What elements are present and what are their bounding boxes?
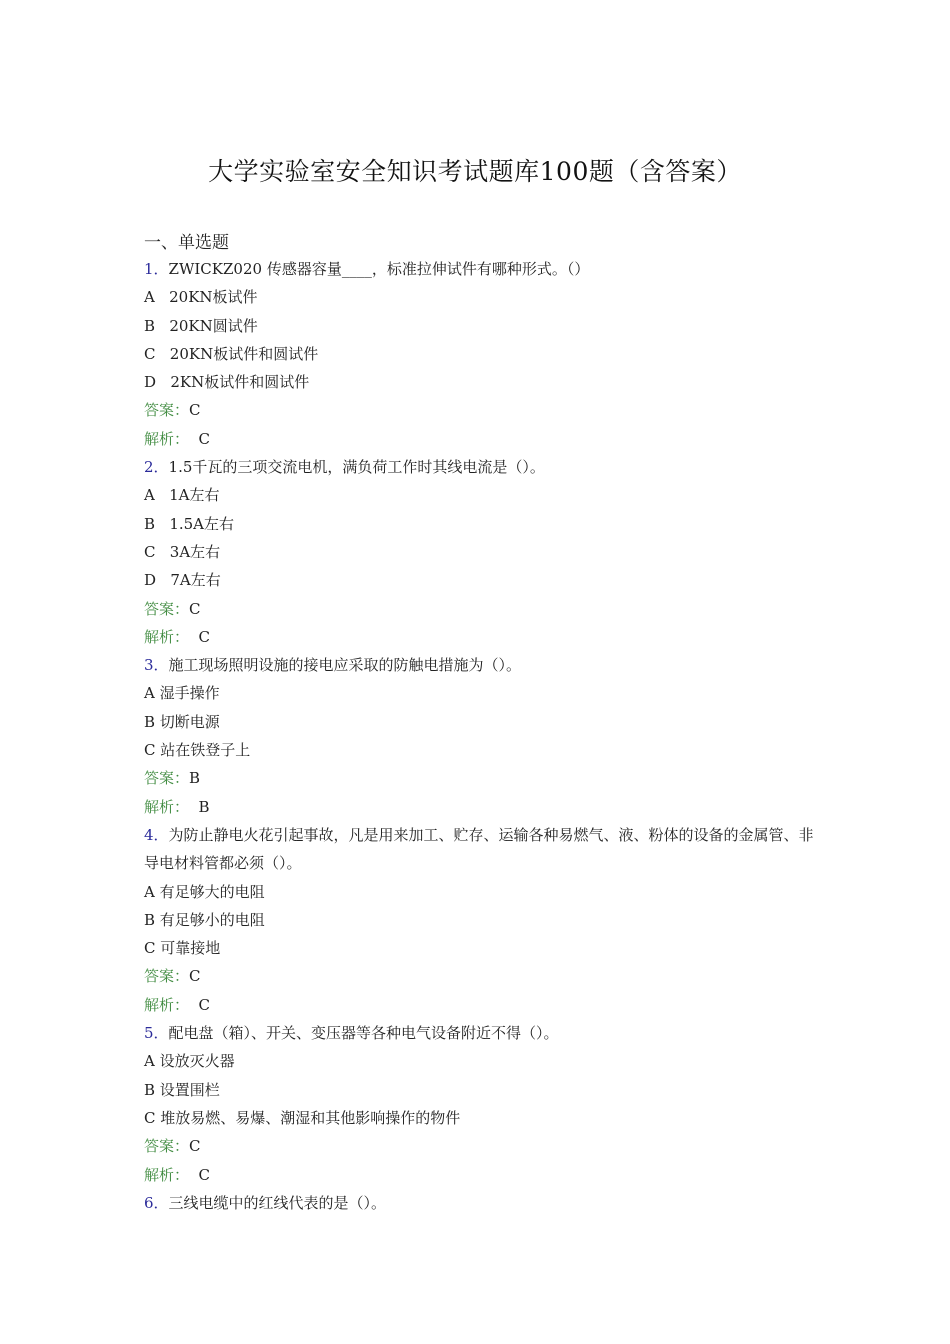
question-item bbox=[144, 1189, 814, 1217]
option-item: B 有足够小的电阻 bbox=[144, 910, 265, 929]
question-item bbox=[144, 453, 814, 651]
answer-value: B bbox=[189, 769, 201, 788]
question-stem bbox=[144, 453, 814, 481]
option-item: D 2KN板试件和圆试件 bbox=[144, 373, 310, 392]
section-title: 一、单选题 bbox=[144, 233, 229, 253]
option-item: C 堆放易燃、易爆、潮湿和其他影响操作的物件 bbox=[144, 1108, 461, 1127]
answer-line bbox=[144, 396, 814, 424]
option-item: A 湿手操作 bbox=[144, 684, 220, 703]
option-item: B 切断电源 bbox=[144, 712, 220, 731]
answer-label: 答案： bbox=[144, 599, 190, 618]
option-item: C 可靠接地 bbox=[144, 939, 221, 958]
question-number: 4． bbox=[144, 825, 169, 844]
question-text: 为防止静电火花引起事故，凡是用来加工、贮存、运输各种易燃气、液、粉体的设备的金属管、非导电材料管都必须（）。 bbox=[144, 825, 814, 873]
option-item: C 3A左右 bbox=[144, 542, 221, 561]
question-number: 3． bbox=[144, 656, 169, 675]
question-item bbox=[144, 821, 814, 1019]
option-item: B 设置围栏 bbox=[144, 1080, 220, 1099]
question-stem bbox=[144, 1019, 814, 1047]
option-item: A 1A左右 bbox=[144, 486, 220, 505]
question-item bbox=[144, 651, 814, 821]
question-text: 1.5千瓦的三项交流电机，满负荷工作时其线电流是（）。 bbox=[168, 458, 545, 477]
analysis-label: 解析： bbox=[144, 429, 190, 448]
question-stem bbox=[144, 1189, 814, 1217]
question-number: 1． bbox=[144, 260, 169, 278]
question-number: 2． bbox=[144, 458, 169, 477]
question-item bbox=[144, 1019, 814, 1189]
question-stem bbox=[144, 651, 814, 679]
answer-value: C bbox=[189, 967, 201, 986]
analysis-label: 解析： bbox=[144, 1165, 190, 1184]
answer-value: C bbox=[189, 1137, 201, 1156]
analysis-value: C bbox=[189, 995, 211, 1014]
option-item: B 20KN圆试件 bbox=[144, 316, 258, 335]
option-item: C 20KN板试件和圆试件 bbox=[144, 344, 319, 363]
answer-label: 答案： bbox=[144, 967, 190, 986]
option-item: A 有足够大的电阻 bbox=[144, 882, 265, 901]
option-item: D 7A左右 bbox=[144, 571, 221, 590]
question-list bbox=[144, 255, 814, 1217]
question-text: ZWICKZ020 传感器容量____，标准拉伸试件有哪种形式。（） bbox=[168, 260, 590, 278]
answer-label: 答案： bbox=[144, 1137, 190, 1156]
analysis-value: C bbox=[189, 429, 211, 448]
analysis-label: 解析： bbox=[144, 797, 190, 816]
question-number: 5． bbox=[144, 1024, 169, 1043]
analysis-line bbox=[144, 425, 814, 453]
analysis-value: C bbox=[189, 627, 211, 646]
answer-line bbox=[144, 595, 814, 623]
answer-line bbox=[144, 764, 814, 792]
question-item bbox=[144, 255, 814, 453]
question-number: 6． bbox=[144, 1193, 169, 1212]
analysis-line bbox=[144, 991, 814, 1019]
answer-line bbox=[144, 1132, 814, 1160]
analysis-line bbox=[144, 1161, 814, 1189]
option-item: A 20KN板试件 bbox=[144, 288, 258, 307]
question-text: 三线电缆中的红线代表的是（）。 bbox=[168, 1193, 387, 1212]
option-item: A 设放灭火器 bbox=[144, 1052, 235, 1071]
question-stem bbox=[144, 821, 814, 878]
answer-value: C bbox=[189, 401, 201, 420]
answer-label: 答案： bbox=[144, 401, 190, 420]
analysis-label: 解析： bbox=[144, 627, 190, 646]
question-stem bbox=[144, 255, 814, 283]
analysis-line bbox=[144, 623, 814, 651]
analysis-value: B bbox=[189, 797, 210, 816]
analysis-value: C bbox=[189, 1165, 211, 1184]
analysis-line bbox=[144, 793, 814, 821]
question-text: 配电盘（箱）、开关、变压器等各种电气设备附近不得（）。 bbox=[168, 1024, 559, 1043]
option-item: B 1.5A左右 bbox=[144, 514, 235, 533]
answer-line bbox=[144, 962, 814, 990]
page-title: 大学实验室安全知识考试题库100题（含答案） bbox=[208, 157, 742, 186]
answer-value: C bbox=[189, 599, 201, 618]
analysis-label: 解析： bbox=[144, 995, 190, 1014]
question-text: 施工现场照明设施的接电应采取的防触电措施为（）。 bbox=[168, 656, 522, 675]
option-item: C 站在铁登子上 bbox=[144, 741, 251, 760]
answer-label: 答案： bbox=[144, 769, 190, 788]
